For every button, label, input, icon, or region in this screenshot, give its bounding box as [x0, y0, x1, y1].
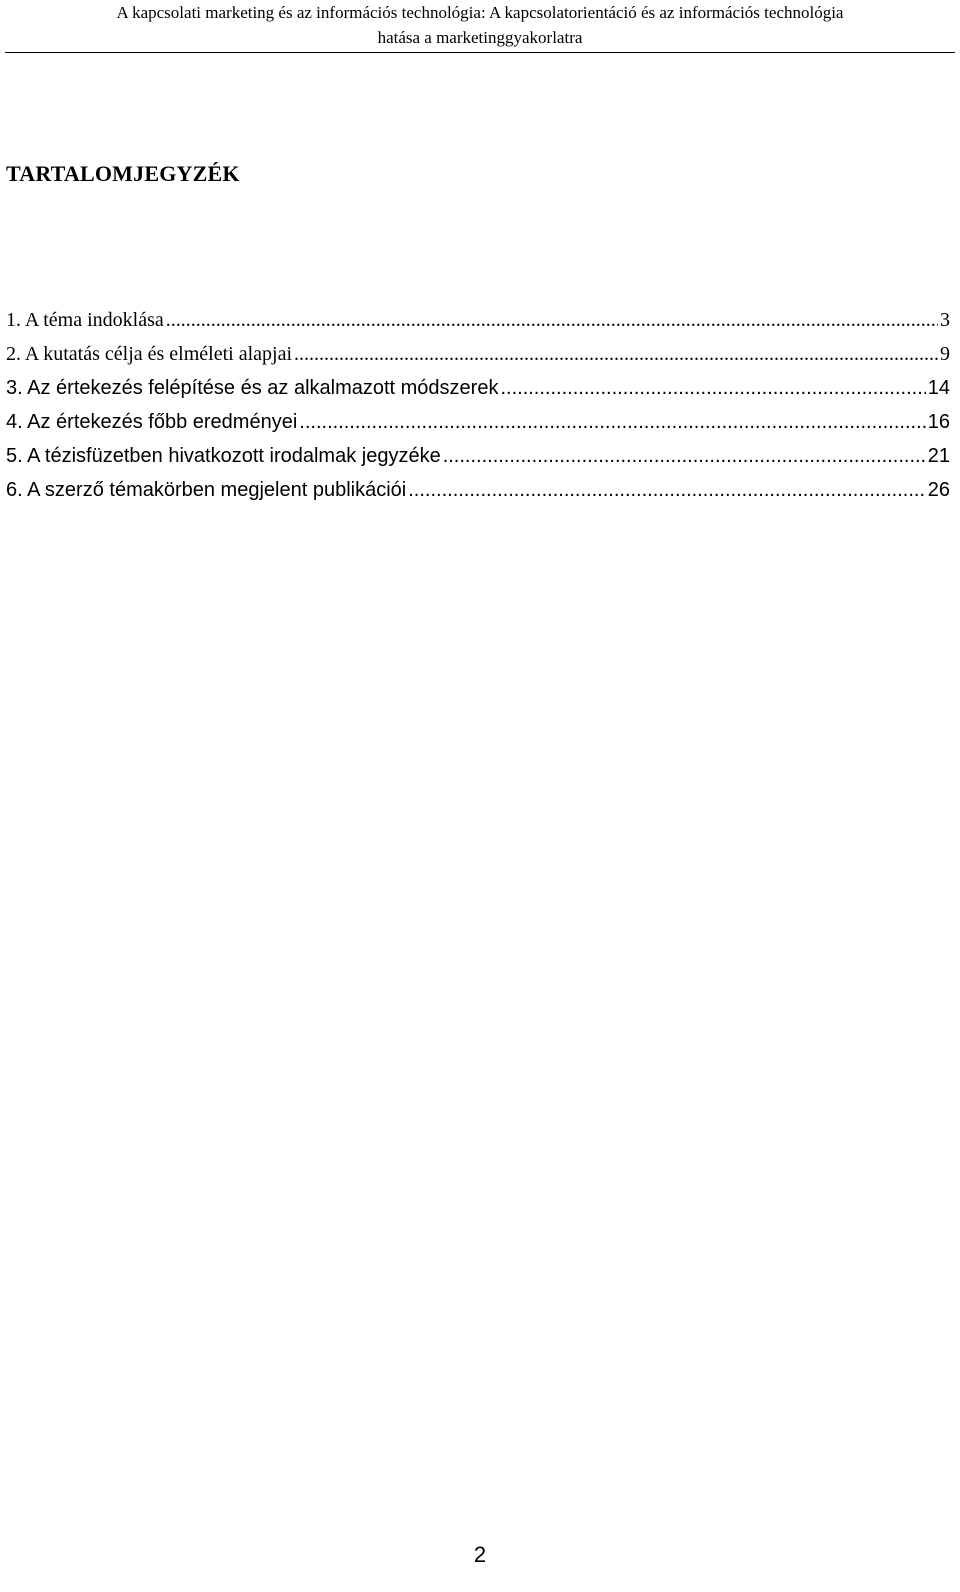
toc-dot-leader — [294, 337, 938, 371]
toc-entry[interactable] — [6, 371, 950, 405]
running-header-line-2: hatása a marketinggyakorlatra — [377, 28, 583, 47]
toc-entry-text: 1. A téma indoklása — [6, 309, 164, 331]
toc-dot-leader — [166, 303, 938, 337]
toc-entry[interactable] — [6, 303, 950, 337]
toc-entry-page: 14 — [927, 377, 950, 399]
toc-entry-page: 9 — [940, 343, 950, 365]
running-header — [0, 0, 960, 54]
toc-entry-text: 3. Az értekezés felépítése és az alkalmazott módszerek — [6, 377, 499, 399]
toc-entry-page: 26 — [927, 479, 950, 501]
toc-title: TARTALOMJEGYZÉK — [6, 161, 240, 186]
toc-entry[interactable] — [6, 473, 950, 507]
page-number: 2 — [473, 1542, 487, 1567]
toc-entry[interactable] — [6, 337, 950, 371]
toc-entry-text: 5. A tézisfüzetben hivatkozott irodalmak jegyzéke — [6, 445, 441, 467]
toc-entry-text: 4. Az értekezés főbb eredményei — [6, 411, 298, 433]
toc-entry-page: 21 — [927, 445, 950, 467]
toc-dot-leader — [500, 371, 925, 405]
toc-entry-text: 6. A szerző témakörben megjelent publikációi — [6, 479, 407, 501]
toc-dot-leader — [443, 439, 926, 473]
toc-list — [6, 303, 950, 507]
running-header-line-1: A kapcsolati marketing és az információs technológia: A kapcsolatorientáció és az információs technológia — [116, 3, 844, 22]
toc-entry-text: 2. A kutatás célja és elméleti alapjai — [6, 343, 293, 365]
toc-entry[interactable] — [6, 405, 950, 439]
toc-entry[interactable] — [6, 439, 950, 473]
toc-entry-page: 3 — [940, 309, 950, 331]
header-divider — [5, 52, 955, 53]
toc-dot-leader — [408, 473, 926, 507]
toc-dot-leader — [299, 405, 925, 439]
toc-entry-page: 16 — [927, 411, 950, 433]
